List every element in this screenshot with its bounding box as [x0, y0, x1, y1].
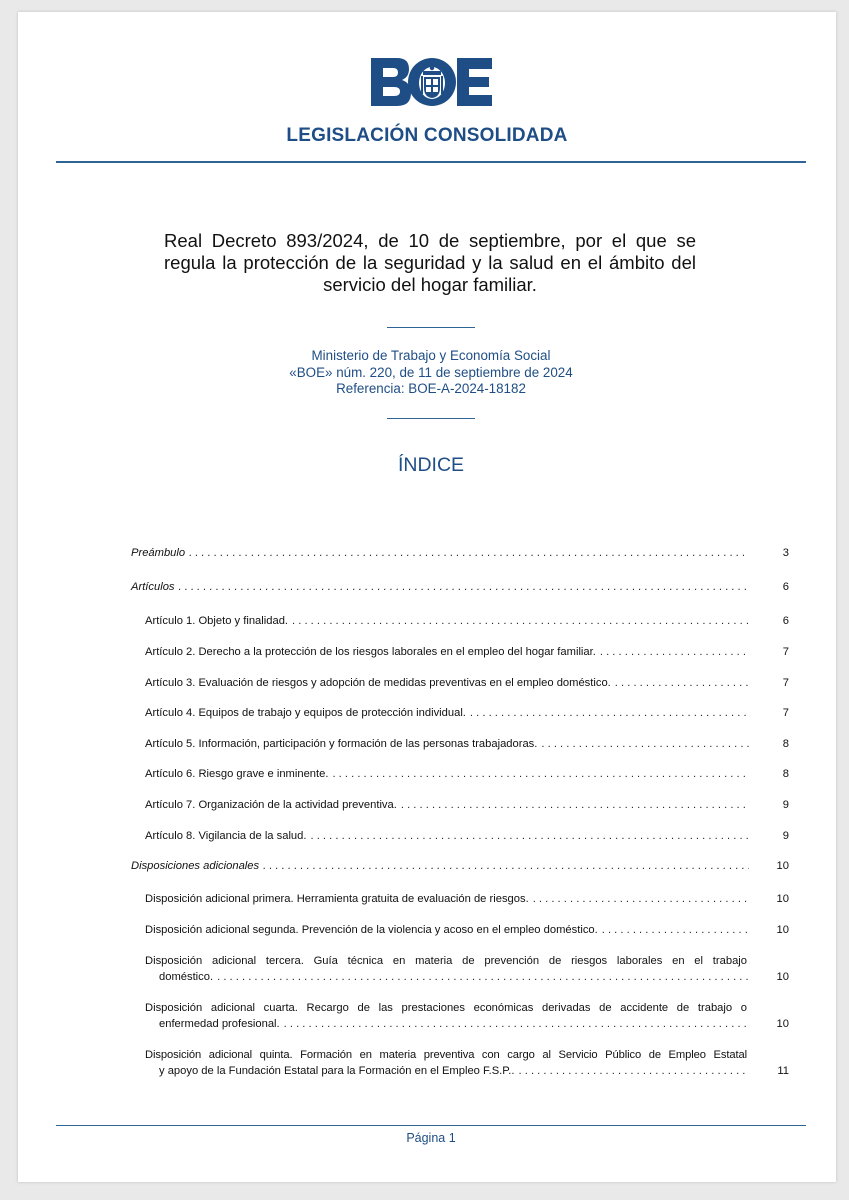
index-title: ÍNDICE [397, 454, 465, 476]
toc-entry-articulo-4[interactable]: Artículo 4. Equipos de trabajo y equipos de protección individual. . . . 7 [145, 705, 749, 721]
toc-page-number: 7 [782, 707, 789, 719]
toc-entry-preambulo[interactable]: Preámbulo . . . 3 [131, 545, 749, 561]
toc-page-number: 9 [782, 830, 789, 842]
toc-entry-articulo-5[interactable]: Artículo 5. Información, participación y formación de las personas trabajadoras. . . . 8 [145, 736, 749, 752]
reference: Referencia: BOE-A-2024-18182 [336, 381, 526, 396]
toc-page-number: 10 [776, 1018, 789, 1030]
toc-page-number: 7 [782, 677, 789, 689]
toc-page-number: 10 [776, 893, 789, 905]
toc-entry-articulos[interactable]: Artículos . . . 6 [131, 579, 749, 595]
toc-page-number: 6 [782, 615, 789, 627]
toc-entry-disposicion-cuarta[interactable]: Disposición adicional cuarta. Recargo de las prestaciones económicas derivadas de accidente de trabajo o enfermedad profesional. . . . 10 [145, 1000, 749, 1032]
document-metadata [18, 348, 844, 398]
toc-page-number: 6 [782, 581, 789, 593]
toc-entry-articulo-7[interactable]: Artículo 7. Organización de la actividad preventiva. . . . 9 [145, 797, 749, 813]
toc-entry-articulo-1[interactable]: Artículo 1. Objeto y finalidad. . . . 6 [145, 613, 749, 629]
toc-page-number: 10 [776, 971, 789, 983]
toc-entry-articulo-2[interactable]: Artículo 2. Derecho a la protección de los riesgos laborales en el empleo del hogar familiar. . . . 7 [145, 644, 749, 660]
toc-page-number: 10 [776, 860, 789, 872]
toc-page-number: 10 [776, 924, 789, 936]
document-title: Real Decreto 893/2024, de 10 de septiembre, por el que se regula la protección de la seguridad y la salud en el ámbito del servicio del hogar familiar. [164, 230, 696, 295]
toc-page-number: 8 [782, 768, 789, 780]
boe-issue: «BOE» núm. 220, de 11 de septiembre de 2024 [289, 364, 573, 380]
toc-entry-disposicion-tercera[interactable]: Disposición adicional tercera. Guía técnica en materia de prevención de riesgos laborales en el trabajo doméstico. . . . 10 [145, 953, 749, 985]
toc-page-number: 7 [782, 646, 789, 658]
title-rule [387, 327, 475, 328]
toc-page-number: 8 [782, 738, 789, 750]
toc-entry-disposicion-primera[interactable]: Disposición adicional primera. Herramienta gratuita de evaluación de riesgos. . . . 10 [145, 891, 749, 907]
ministry: Ministerio de Trabajo y Economía Social [311, 348, 551, 363]
toc-entry-articulo-8[interactable]: Artículo 8. Vigilancia de la salud. . . . 9 [145, 828, 749, 844]
toc-page-number: 11 [777, 1065, 789, 1077]
boe-logo [371, 52, 493, 112]
footer-divider [56, 1125, 806, 1126]
toc-entry-disposicion-quinta[interactable]: Disposición adicional quinta. Formación en materia preventiva con cargo al Servicio Público de Empleo Estatal y apoyo de la Fundación Estatal para la Formación en el Empleo F.S.P.. . . . 11 [145, 1047, 749, 1079]
page-number: Página 1 [406, 1131, 456, 1145]
toc-entry-articulo-3[interactable]: Artículo 3. Evaluación de riesgos y adopción de medidas preventivas en el empleo doméstico. . . . 7 [145, 675, 749, 691]
toc-entry-articulo-6[interactable]: Artículo 6. Riesgo grave e inminente. . . . 8 [145, 766, 749, 782]
toc-page-number: 9 [782, 799, 789, 811]
toc-page-number: 3 [782, 547, 789, 559]
section-title: LEGISLACIÓN CONSOLIDADA [286, 125, 568, 146]
document-page [18, 12, 836, 1182]
toc-entry-disposicion-segunda[interactable]: Disposición adicional segunda. Prevención de la violencia y acoso en el empleo doméstico. . . . 10 [145, 922, 749, 938]
metadata-rule [387, 418, 475, 419]
header-divider [56, 161, 806, 163]
toc-entry-disposiciones-adicionales[interactable]: Disposiciones adicionales . . . 10 [131, 858, 749, 874]
